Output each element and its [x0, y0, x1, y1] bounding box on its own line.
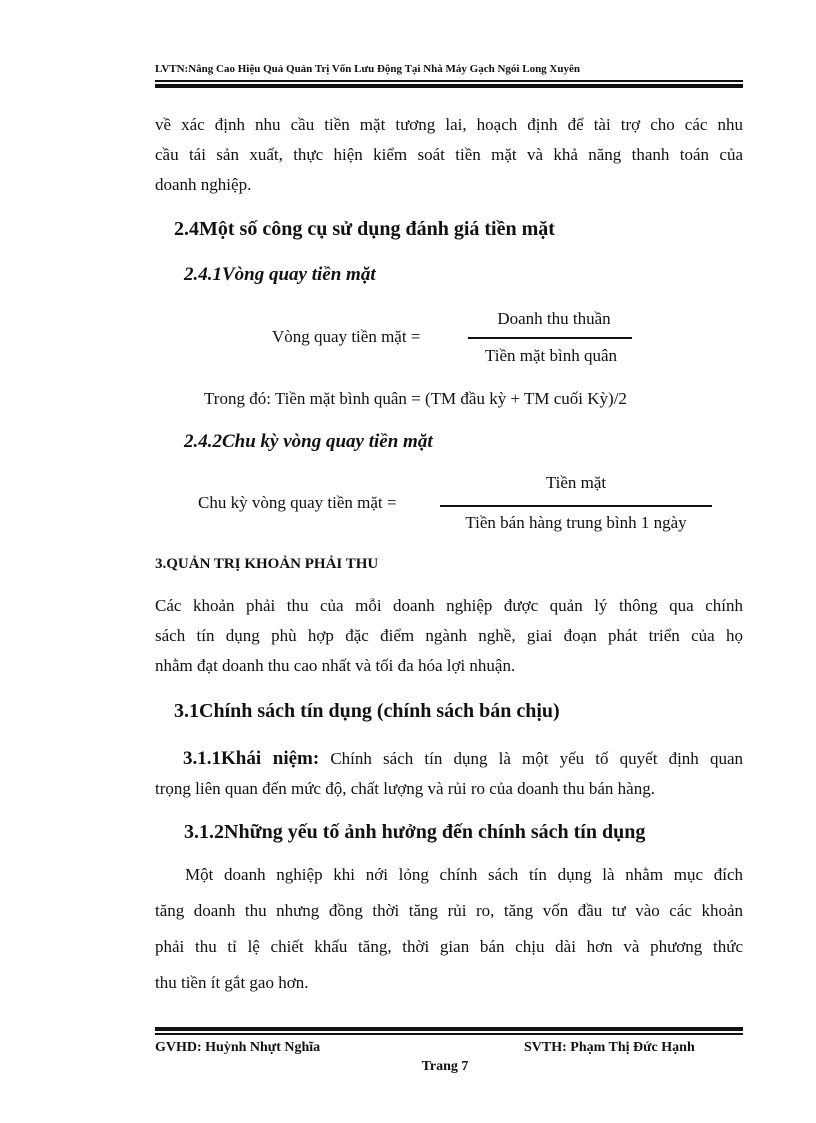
section-3-paragraph: [155, 591, 743, 681]
paragraph-line: sách tín dụng phù hợp đặc điểm ngành nghề, giai đoạn phát triển của họ: [155, 626, 743, 645]
formula-2-numerator: Tiền mặt: [545, 473, 607, 492]
formula-1-note: Trong đó: Tiền mặt bình quân = (TM đầu kỳ + TM cuối Kỳ)/2: [204, 389, 627, 408]
formula-1-label: Vòng quay tiền mặt =: [272, 327, 421, 346]
section-3-1-2-paragraph: [155, 860, 743, 998]
paragraph-line: thu tiền ít gắt gao hơn.: [155, 973, 309, 992]
heading-3-1: 3.1Chính sách tín dụng (chính sách bán chịu): [174, 700, 560, 722]
paragraph-line: phải thu tỉ lệ chiết khấu tăng, thời gian bán chịu dài hơn và phương thức: [155, 937, 743, 956]
paragraph-line: về xác định nhu cầu tiền mặt tương lai, hoạch định để tài trợ cho các nhu: [155, 115, 743, 134]
footer-rule-thin: [155, 1033, 743, 1035]
footer-advisor: GVHD: Huỳnh Nhựt Nghĩa: [155, 1040, 321, 1055]
paragraph-line: tăng doanh thu nhưng đồng thời tăng rủi ro, tăng vốn đầu tư vào các khoản: [155, 901, 743, 920]
paragraph-line: doanh nghiệp.: [155, 175, 252, 194]
formula-1-fraction-bar: [468, 337, 632, 339]
heading-2-4-2: 2.4.2Chu kỳ vòng quay tiền mặt: [184, 431, 433, 452]
formula-2-label: Chu kỳ vòng quay tiền mặt =: [198, 493, 397, 512]
formula-2-fraction-bar: [440, 505, 712, 507]
footer-student: SVTH: Phạm Thị Đức Hạnh: [524, 1040, 695, 1055]
section-3-1-1-paragraph: [155, 744, 743, 804]
footer-rule-thick: [155, 1027, 743, 1031]
heading-3-1-1-label: 3.1.1Khái niệm:: [183, 748, 320, 769]
paragraph-line: trọng liên quan đến mức độ, chất lượng và rủi ro của doanh thu bán hàng.: [155, 779, 655, 798]
formula-1-denominator: Tiền mặt bình quân: [484, 346, 618, 365]
intro-paragraph: [155, 110, 743, 200]
heading-3: 3.QUẢN TRỊ KHOẢN PHẢI THU: [155, 556, 379, 572]
footer-page-number: Trang 7: [421, 1059, 469, 1074]
formula-1-numerator: Doanh thu thuần: [497, 309, 611, 328]
paragraph-line: Một doanh nghiệp khi nới lỏng chính sách tín dụng là nhằm mục đích: [185, 865, 743, 884]
paragraph-line: Các khoản phải thu của mỗi doanh nghiệp được quản lý thông qua chính: [155, 596, 743, 615]
paragraph-line: nhằm đạt doanh thu cao nhất và tối đa hóa lợi nhuận.: [155, 656, 516, 675]
paragraph-line-rest: Chính sách tín dụng là một yếu tố quyết định quan: [319, 749, 743, 768]
heading-2-4: 2.4Một số công cụ sử dụng đánh giá tiền mặt: [174, 218, 555, 240]
header-rule-thin: [155, 80, 743, 82]
paragraph-line: [155, 744, 743, 774]
header-rule-thick: [155, 84, 743, 88]
paragraph-line: cầu tái sản xuất, thực hiện kiểm soát tiền mặt và khả năng thanh toán của: [155, 145, 743, 164]
heading-2-4-1: 2.4.1Vòng quay tiền mặt: [184, 264, 376, 285]
heading-3-1-2: 3.1.2Những yếu tố ảnh hưởng đến chính sách tín dụng: [184, 821, 646, 843]
formula-2-denominator: Tiền bán hàng trung bình 1 ngày: [465, 513, 687, 532]
header-title: LVTN:Nâng Cao Hiệu Quả Quản Trị Vốn Lưu Động Tại Nhà Máy Gạch Ngói Long Xuyên: [155, 63, 580, 75]
